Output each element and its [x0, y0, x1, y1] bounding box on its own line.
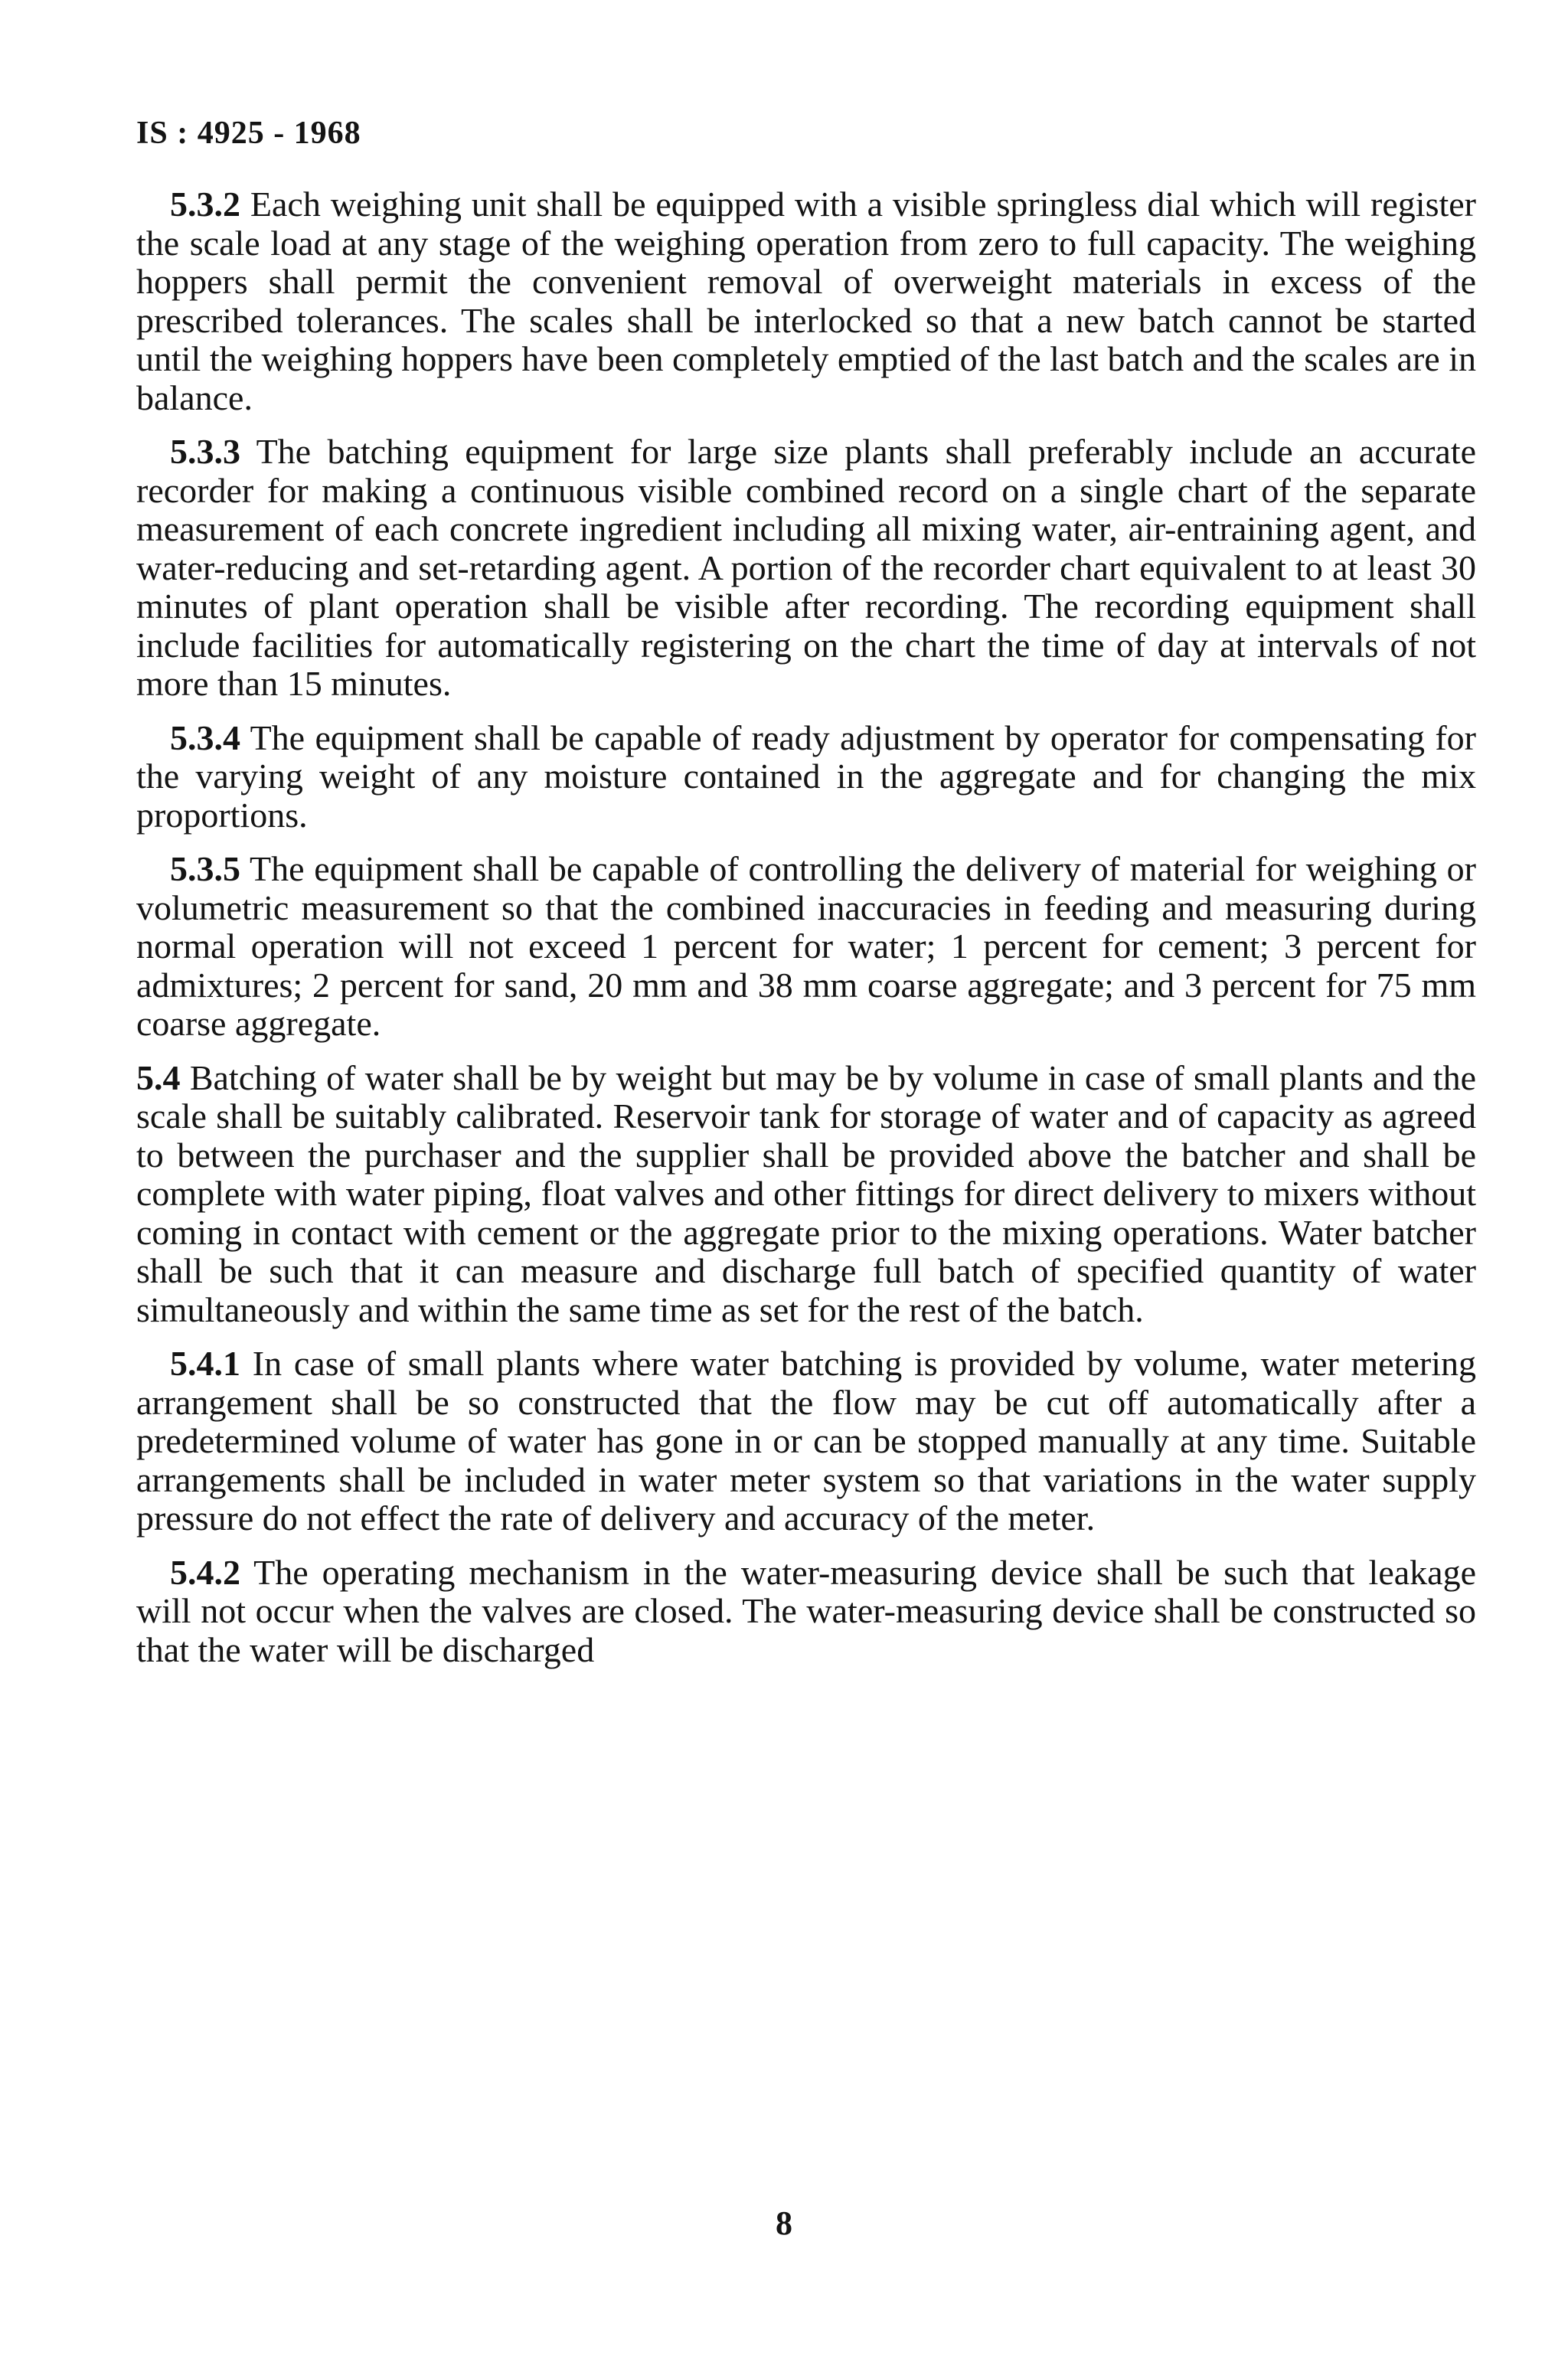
clause-5-3-5 — [136, 850, 1476, 1044]
clause-number: 5.3.4 — [170, 717, 240, 757]
clause-number: 5.4.2 — [170, 1552, 240, 1592]
clause-5-3-4 — [136, 719, 1476, 835]
clause-5-4-2 — [136, 1554, 1476, 1670]
clause-number: 5.3.5 — [170, 849, 240, 888]
clause-text: Each weighing unit shall be equipped with a visible springless dial which will register the scale load at any stage of the weighing operation from zero to full capacity. The weighing hoppers shall permit the convenient removal of overweight materials in excess of the prescribed tolerances. The scales shall be interlocked so that a new batch cannot be started until the weighing hoppers have been completely emptied of the last batch and the scales are in balance. — [136, 185, 1476, 417]
clause-5-3-3 — [136, 433, 1476, 704]
clause-5-4 — [136, 1059, 1476, 1330]
clause-text: The operating mechanism in the water-measuring device shall be such that leakage will not occur when the valves are closed. The water-measuring device shall be constructed so that the water will be discharged — [136, 1552, 1477, 1669]
clause-number: 5.4.1 — [170, 1344, 240, 1383]
clause-text: Batching of water shall be by weight but may be by volume in case of small plants and the scale shall be suitably calibrated. Reservoir tank for storage of water and of capacity as agreed to between the purchaser and the supplier shall be provided above the batcher and shall be complete with water piping, float valves and other fittings for direct delivery to mixers without coming in contact with cement or the aggregate prior to the mixing operations. Water batcher shall be such that it can measure and discharge full batch of specified quantity of water simultaneously and within the same time as set for the rest of the batch. — [136, 1057, 1477, 1329]
clause-number: 5.4 — [136, 1057, 181, 1097]
standard-number-header: IS : 4925 - 1968 — [136, 116, 361, 151]
clause-text: The equipment shall be capable of ready adjustment by operator for compensating for the varying weight of any moisture contained in the aggregate and for changing the mix proportions. — [136, 717, 1477, 835]
clause-5-3-2 — [136, 185, 1476, 417]
clause-text: In case of small plants where water batching is provided by volume, water metering arrangement shall be so constructed that the flow may be cut off automatically after a predetermined volume of water has gone in or can be stopped manually at any time. Suitable arrangements shall be included in water meter system so that variations in the water supply pressure do not effect the rate of delivery and accuracy of the meter. — [136, 1344, 1476, 1538]
document-body — [136, 185, 1476, 1685]
clause-number: 5.3.3 — [170, 432, 240, 471]
clause-text: The equipment shall be capable of controlling the delivery of material for weighing or volumetric measurement so that the combined inaccuracies in feeding and measuring during normal operation will not exceed 1 percent for water; 1 percent for cement; 3 percent for admixtures; 2 percent for sand, 20 mm and 38 mm coarse aggregate; and 3 percent for 75 mm coarse aggregate. — [136, 849, 1476, 1043]
clause-5-4-1 — [136, 1345, 1476, 1538]
page-number: 8 — [776, 2204, 792, 2242]
clause-number: 5.3.2 — [170, 185, 240, 224]
clause-text: The batching equipment for large size plants shall preferably include an accurate recorder for making a continuous visible combined record on a single chart of the separate measurement of each concrete ingredient including all mixing water, air-entraining agent, and water-reducing and set-retarding agent. A portion of the recorder chart equivalent to at least 30 minutes of plant operation shall be visible after recording. The recording equipment shall include facilities for automatically registering on the chart the time of day at intervals of not more than 15 minutes. — [136, 432, 1477, 703]
